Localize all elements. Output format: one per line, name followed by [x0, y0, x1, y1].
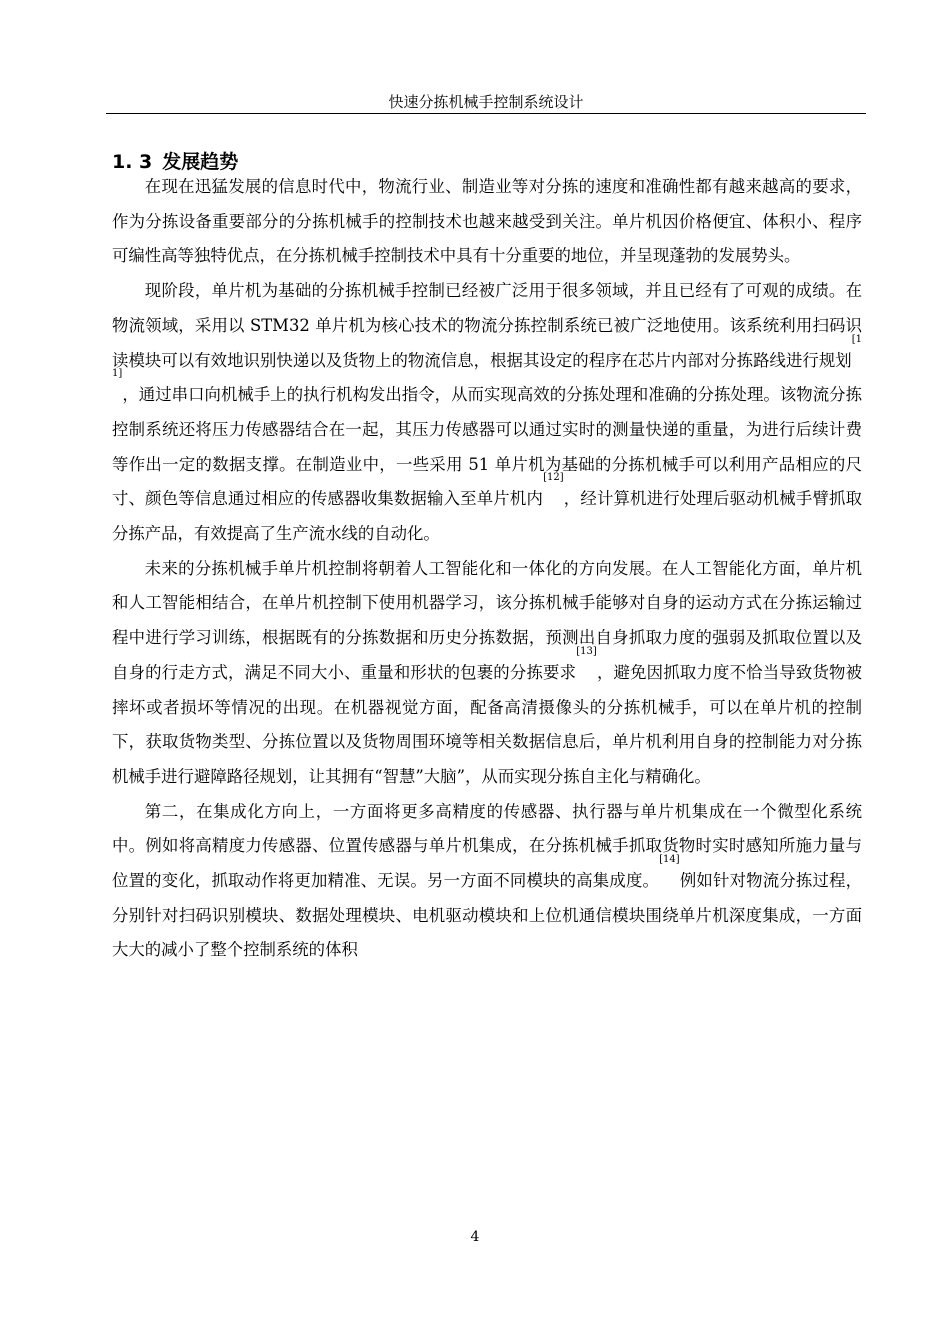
running-header: 快速分拣机械手控制系统设计 — [388, 93, 584, 111]
section-number: 1. 3 — [112, 151, 153, 173]
paragraph-text: 现阶段，单片机为基础的分拣机械手控制已经被广泛用于很多领域，并且已经有了可观的成绩。在物流领域，采用以 STM32 单片机为核心技术的物流分拣控制系统已被广泛地使用。该系统利用扫码识读模块可以有效地识别快递以及货物上的物流信息，根据其设定的程序在芯片内部对分拣路线进行规划 — [112, 281, 862, 370]
body-paragraph — [112, 274, 862, 552]
section-title: 发展趋势 — [162, 151, 239, 173]
body-paragraph — [112, 795, 862, 969]
body-text — [112, 170, 862, 968]
paragraph-text: 例如针对物流分拣过程，分别针对扫码识别模块、数据处理模块、电机驱动模块和上位机通信模块围绕单片机深度集成，一方面大大的减小了整个控制系统的体积 — [112, 871, 863, 960]
header-divider — [106, 113, 866, 114]
citation-marker: [11] — [112, 333, 862, 380]
body-paragraph — [112, 552, 862, 795]
paragraph-text: ，避免因抓取力度不恰当导致货物被摔坏或者损坏等情况的出现。在机器视觉方面，配备高清摄像头的分拣机械手，可以在单片机的控制下，获取货物类型、分拣位置以及货物周围环境等相关数据信息后，单片机利用自身的控制能力对分拣机械手进行避障路径规划，让其拥有“智慧”大脑”，从而实现分拣自主化与精确化。 — [112, 662, 863, 786]
paragraph-text: 在现在迅猛发展的信息时代中，物流行业、制造业等对分拣的速度和准确性都有越来越高的要求，作为分拣设备重要部分的分拣机械手的控制技术也越来越受到关注。单片机因价格便宜、体积小、程序可编性高等独特优点，在分拣机械手控制技术中具有十分重要的地位，并呈现蓬勃的发展势头。 — [112, 177, 862, 266]
paragraph-text: 第二，在集成化方向上，一方面将更多高精度的传感器、执行器与单片机集成在一个微型化系统中。例如将高精度力传感器、位置传感器与单片机集成，在分拣机械手抓取货物时实时感知所施力量与位置的变化，抓取动作将更加精准、无误。另一方面不同模块的高集成度。 — [112, 801, 862, 891]
citation-marker: [12] — [543, 472, 564, 484]
paragraph-text: ，经计算机进行处理后驱动机械手臂抓取分拣产品，有效提高了生产流水线的自动化。 — [112, 489, 863, 544]
citation-marker: [14] — [659, 854, 680, 866]
page-number: 4 — [470, 1229, 480, 1245]
citation-marker: [13] — [576, 645, 597, 657]
paragraph-text: ，通过串口向机械手上的执行机构发出指令，从而实现高效的分拣处理和准确的分拣处理。该物流分拣控制系统还将压力传感器结合在一起，其压力传感器可以通过实时的测量快递的重量，为进行后续计费等作出一定的数据支撑。在制造业中，一些采用 51 单片机为基础的分拣机械手可以利用产品相应的尺寸、颜色等信息通过相应的传感器收集数据输入至单片机内 — [112, 385, 862, 509]
paragraph-text: 未来的分拣机械手单片机控制将朝着人工智能化和一体化的方向发展。在人工智能化方面，单片机和人工智能相结合，在单片机控制下使用机器学习，该分拣机械手能够对自身的运动方式在分拣运输过程中进行学习训练，根据既有的分拣数据和历史分拣数据，预测出自身抓取力度的强弱及抓取位置以及自身的行走方式，满足不同大小、重量和形状的包裹的分拣要求 — [112, 558, 862, 682]
body-paragraph — [112, 170, 862, 274]
